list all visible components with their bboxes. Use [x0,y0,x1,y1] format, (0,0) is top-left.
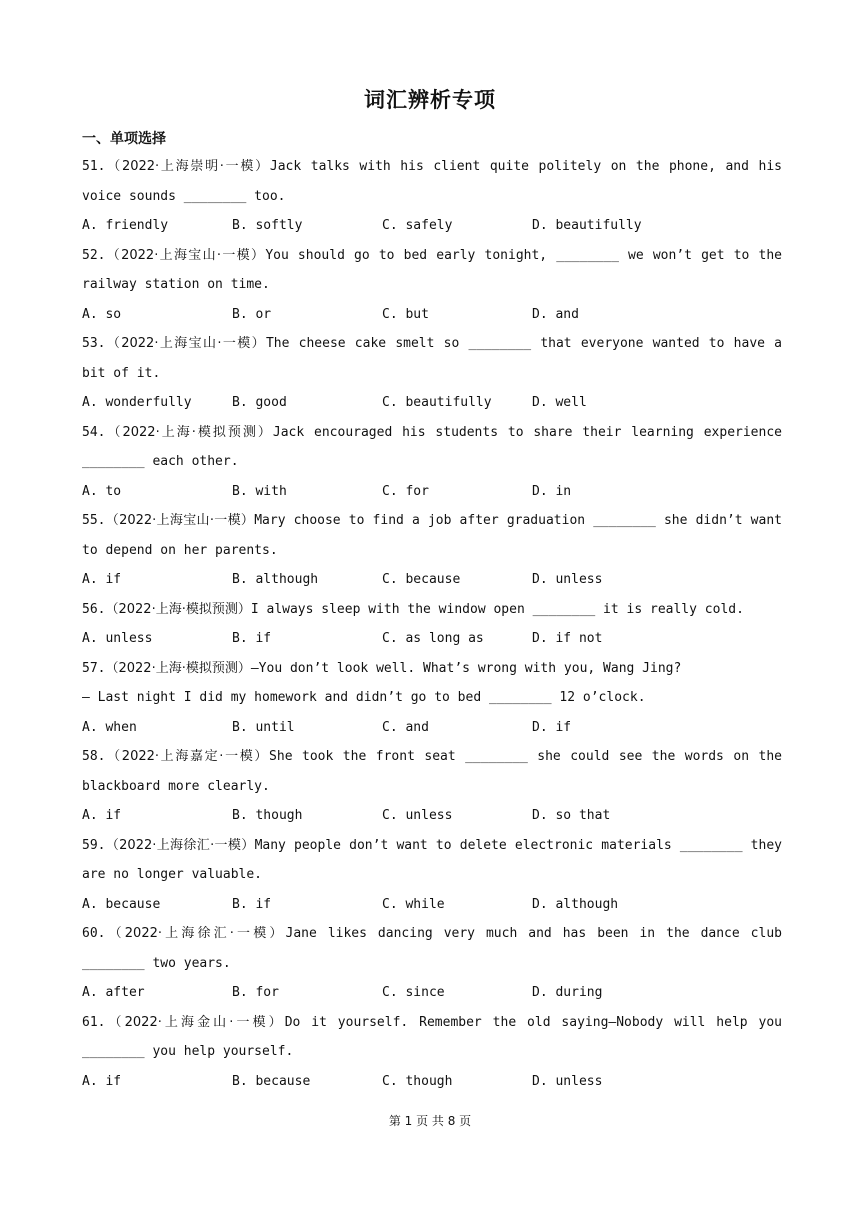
question-text: Jack talks with his client quite politely on the phone, and his voice sounds ________ too. [82,159,782,204]
question-number: 58. [82,749,106,764]
answer-option-b: B. until [232,719,295,735]
question-number: 56. [82,601,106,617]
question-text: Jack encouraged his students to share their learning experience ________ each other. [82,424,782,469]
answer-option-d: D. in [532,483,572,499]
question-text: —You don’t look well. What’s wrong with you, Wang Jing? [250,660,682,676]
question-item [82,1008,782,1097]
question-source: （2022·上海金山·一模） [105,1014,285,1030]
answer-option-b: B. with [232,483,287,499]
answer-options [82,211,782,241]
answer-option-c: C. but [382,306,429,322]
question-source: （2022·上海宝山·一模） [105,513,255,528]
question-text: Do it yourself. Remember the old saying—Nobody will help you ________ you help yourself. [82,1014,782,1059]
question-source: （2022·上海崇明·一模） [105,159,270,174]
question-source: （2022·上海·模拟预测） [105,660,251,676]
question-number: 54. [82,424,106,440]
answer-option-a: A. when [82,719,137,735]
answer-option-d: D. unless [532,572,603,587]
question-number: 55. [82,513,106,528]
answer-options [82,801,782,831]
question-stem [82,506,782,565]
answer-option-b: B. for [232,985,279,1000]
page-title: 词汇辨析专项 [364,88,496,112]
answer-option-c: C. because [382,572,461,587]
question-source: （2022·上海·模拟预测） [105,424,273,440]
question-text: Mary choose to find a job after graduation ________ she didn’t want to depend on her parents. [82,513,782,558]
answer-option-b: B. though [232,808,303,823]
question-item [82,329,782,418]
question-text: You should go to bed early tonight, ________ we won’t get to the railway station on time. [82,247,783,292]
answer-option-a: A. after [82,985,145,1000]
answer-option-c: C. since [382,985,445,1000]
answer-options [82,1067,782,1097]
answer-option-a: A. if [82,572,122,587]
question-item [82,152,782,241]
question-item [82,241,782,330]
question-stem [82,152,782,211]
answer-option-c: C. for [382,483,429,499]
answer-option-b: B. softly [232,218,303,233]
answer-options [82,713,782,743]
question-stem [82,418,782,477]
question-stem [82,742,782,801]
page-footer: 第 1 页 共 8 页 [388,1114,472,1128]
question-item [82,506,782,595]
answer-options [82,388,782,418]
question-text: Many people don’t want to delete electronic materials ________ they are no longer valuable. [82,837,782,882]
question-number: 51. [82,159,106,174]
answer-option-b: B. if [232,631,272,646]
answer-options [82,300,782,330]
question-number: 52. [82,247,106,263]
question-text: Jane likes dancing very much and has been in the dance club ________ two years. [82,926,782,971]
answer-options [82,624,782,654]
question-number: 57. [82,660,106,676]
question-stem [82,1008,782,1067]
answer-option-a: A. to [82,483,122,499]
answer-option-b: B. although [232,572,319,587]
answer-option-a: A. because [82,896,161,912]
answer-option-c: C. beautifully [382,395,492,410]
answer-option-d: D. during [532,985,603,1000]
question-stem [82,595,782,625]
answer-option-a: A. if [82,1073,122,1089]
question-item [82,919,782,1008]
answer-option-c: C. and [382,719,429,735]
answer-option-a: A. unless [82,631,153,646]
question-stem [82,831,782,890]
answer-option-d: D. and [532,306,579,322]
question-item [82,654,782,743]
section-heading: 一、单项选择 [82,131,166,147]
question-source: （2022·上海宝山·一模） [105,336,266,351]
answer-option-a: A. if [82,808,122,823]
answer-option-b: B. because [232,1073,311,1089]
answer-option-b: B. good [232,395,287,410]
question-item [82,595,782,654]
question-list [82,152,782,1096]
question-stem [82,241,782,300]
answer-option-c: C. safely [382,218,453,233]
question-stem [82,329,782,388]
question-source: （2022·上海·模拟预测） [105,601,251,617]
answer-option-a: A. wonderfully [82,395,192,410]
answer-option-b: B. if [232,896,272,912]
answer-option-b: B. or [232,306,272,322]
answer-option-a: A. friendly [82,218,169,233]
question-source: （2022·上海徐汇·一模） [105,837,255,853]
question-stem [82,654,782,684]
question-text: I always sleep with the window open ________ it is really cold. [250,601,744,617]
answer-option-d: D. well [532,395,587,410]
answer-options [82,477,782,507]
answer-option-c: C. as long as [382,631,484,646]
question-number: 61. [82,1014,106,1030]
question-item [82,742,782,831]
question-source: （2022·上海宝山·一模） [105,247,266,263]
answer-option-d: D. if [532,719,572,735]
answer-option-d: D. so that [532,808,611,823]
answer-option-d: D. unless [532,1073,603,1089]
question-source: （2022·上海徐汇·一模） [105,926,286,941]
question-dialogue-line: — Last night I did my homework and didn’t go to bed ________ 12 o’clock. [82,690,646,705]
answer-options [82,978,782,1008]
question-item [82,831,782,920]
question-text: The cheese cake smelt so ________ that everyone wanted to have a bit of it. [82,336,782,381]
answer-option-a: A. so [82,306,122,322]
answer-options [82,890,782,920]
question-item [82,418,782,507]
question-source: （2022·上海嘉定·一模） [105,749,270,764]
question-number: 53. [82,336,106,351]
answer-option-d: D. if not [532,631,603,646]
question-number: 60. [82,926,106,941]
question-stem [82,919,782,978]
answer-option-d: D. beautifully [532,218,642,233]
answer-option-c: C. unless [382,808,453,823]
answer-option-d: D. although [532,896,619,912]
answer-option-c: C. though [382,1073,453,1089]
question-number: 59. [82,837,106,853]
answer-options [82,565,782,595]
answer-option-c: C. while [382,896,445,912]
question-text: She took the front seat ________ she could see the words on the blackboard more clearly. [82,749,782,794]
